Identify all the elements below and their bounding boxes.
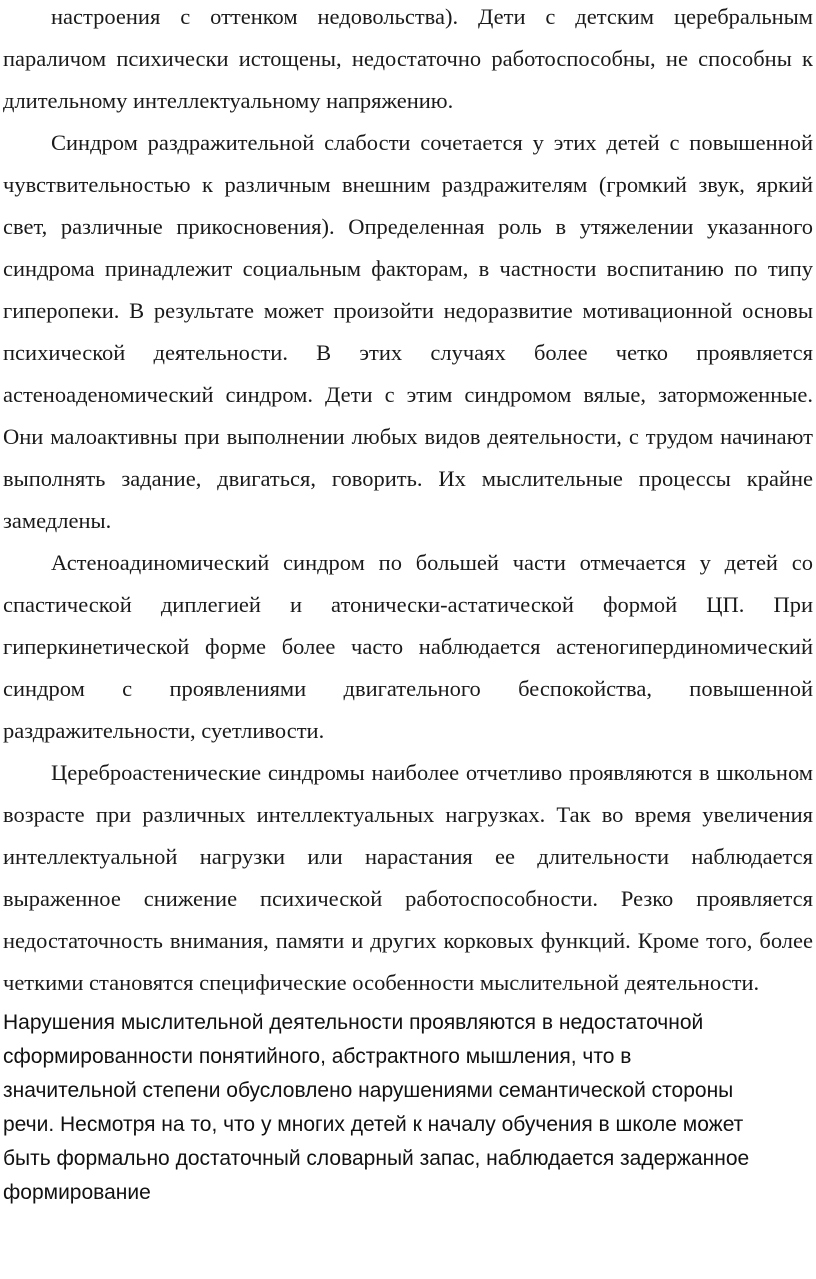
paragraph-continuation: настроения с оттенком недовольства). Дети с детским церебральным параличом психически истощены, недостаточно работоспособны, не способны к длительному интеллектуальному напряжению. <box>3 4 813 113</box>
document-final-block <box>3 1006 813 1210</box>
paragraph-irritable-weakness: Синдром раздражительной слабости сочетается у этих детей с повышенной чувствительностью к различным внешним раздражителям (громкий звук, яркий свет, различные прикосновения). Определенная роль в утяжелении указанного синдрома принадлежит социальным факторам, в частности воспитанию по типу гиперопеки. В результате может произойти недоразвитие мотивационной основы психической деятельности. В этих случаях более четко проявляется астеноаденомический синдром. Дети с этим синдромом вялые, заторможенные. Они малоактивны при выполнении любых видов деятельности, с трудом начинают выполнять задание, двигаться, говорить. Их мыслительные процессы крайне замедлены. <box>3 130 813 533</box>
paragraph-thinking-disorders: Нарушения мыслительной деятельности проявляются в недостаточной сформированности понятийного, абстрактного мышления, что в значительной степени обусловлено нарушениями семантической стороны речи. Несмотря на то, что у многих детей к началу обучения в школе может быть формально достаточный словарный запас, наблюдается задержанное формирование <box>3 1011 750 1204</box>
document-body <box>3 0 813 1004</box>
paragraph-asthenoadynamic: Астеноадиномический синдром по большей части отмечается у детей со спастической диплегией и атонически-астатической формой ЦП. При гиперкинетической форме более часто наблюдается астеногипердиномический синдром с проявлениями двигательного беспокойства, повышенной раздражительности, суетливости. <box>3 550 813 743</box>
paragraph-cerebroasthenic: Цереброастенические синдромы наиболее отчетливо проявляются в школьном возрасте при различных интеллектуальных нагрузках. Так во время увеличения интеллектуальной нагрузки или нарастания ее длительности наблюдается выраженное снижение психической работоспособности. Резко проявляется недостаточность внимания, памяти и других корковых функций. Кроме того, более четкими становятся специфические особенности мыслительной деятельности. <box>3 760 813 995</box>
